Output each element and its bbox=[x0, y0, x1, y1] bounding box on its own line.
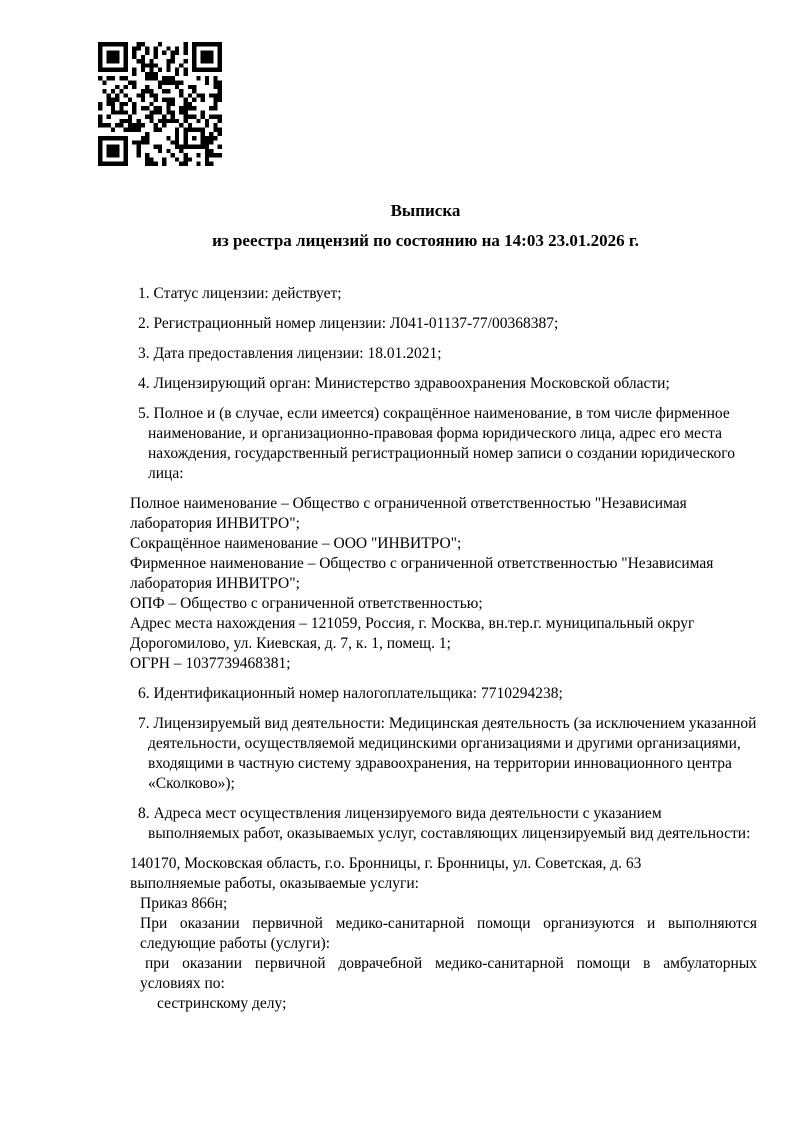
paragraph: Адрес места нахождения – 121059, Россия, г. Москва, вн.тер.г. муниципальный округ Дорогомилово, ул. Киевская, д. 7, к. 1, помещ. 1; bbox=[130, 615, 695, 652]
paragraph: 6. Идентификационный номер налогоплательщика: 7710294238; bbox=[138, 685, 563, 702]
paragraph: 140170, Московская область, г.о. Бронницы, г. Бронницы, ул. Советская, д. 63 bbox=[130, 855, 642, 872]
document-body bbox=[130, 0, 757, 1014]
paragraph-list bbox=[130, 284, 757, 1014]
paragraph: ОПФ – Общество с ограниченной ответственностью; bbox=[130, 595, 483, 612]
paragraph: 2. Регистрационный номер лицензии: Л041-01137-77/00368387; bbox=[138, 315, 559, 332]
paragraph: ОГРН – 1037739468381; bbox=[130, 655, 291, 672]
paragraph: Сокращённое наименование – ООО "ИНВИТРО"; bbox=[130, 535, 462, 552]
paragraph: сестринскому делу; bbox=[157, 995, 287, 1012]
paragraph: при оказании первичной доврачебной медико-санитарной помощи в амбулаторных условиях по: bbox=[140, 955, 757, 992]
paragraph: Полное наименование – Общество с ограниченной ответственностью "Независимая лаборатория ИНВИТРО"; bbox=[130, 495, 687, 532]
document-subtitle: из реестра лицензий по состоянию на 14:03 23.01.2026 г. bbox=[212, 231, 639, 250]
paragraph: Фирменное наименование – Общество с ограниченной ответственностью "Независимая лаборатория ИНВИТРО"; bbox=[130, 555, 714, 592]
paragraph: 3. Дата предоставления лицензии: 18.01.2021; bbox=[138, 345, 442, 362]
paragraph: 8. Адреса мест осуществления лицензируемого вида деятельности с указанием выполняемых работ, оказываемых услуг, составляющих лицензируемый вид деятельности: bbox=[138, 805, 751, 842]
document-header bbox=[130, 200, 757, 251]
paragraph: При оказании первичной медико-санитарной помощи организуются и выполняются следующие работы (услуги): bbox=[140, 915, 757, 952]
paragraph: 7. Лицензируемый вид деятельности: Медицинская деятельность (за исключением указанной деятельности, осуществляемой медицинскими организациями и другими организациями, входящими в частную систему здравоохранения, на территории инновационного центра «Сколково»); bbox=[138, 715, 757, 792]
document-title: Выписка bbox=[390, 201, 461, 220]
paragraph: Приказ 866н; bbox=[140, 895, 228, 912]
paragraph: выполняемые работы, оказываемые услуги: bbox=[130, 875, 419, 892]
paragraph: 5. Полное и (в случае, если имеется) сокращённое наименование, в том числе фирменное наименование, и организационно-правовая форма юридического лица, адрес его места нахождения, государственный регистрационный номер записи о создании юридического лица: bbox=[138, 405, 736, 482]
paragraph: 4. Лицензирующий орган: Министерство здравоохранения Московской области; bbox=[138, 375, 670, 392]
paragraph: 1. Статус лицензии: действует; bbox=[138, 285, 342, 302]
